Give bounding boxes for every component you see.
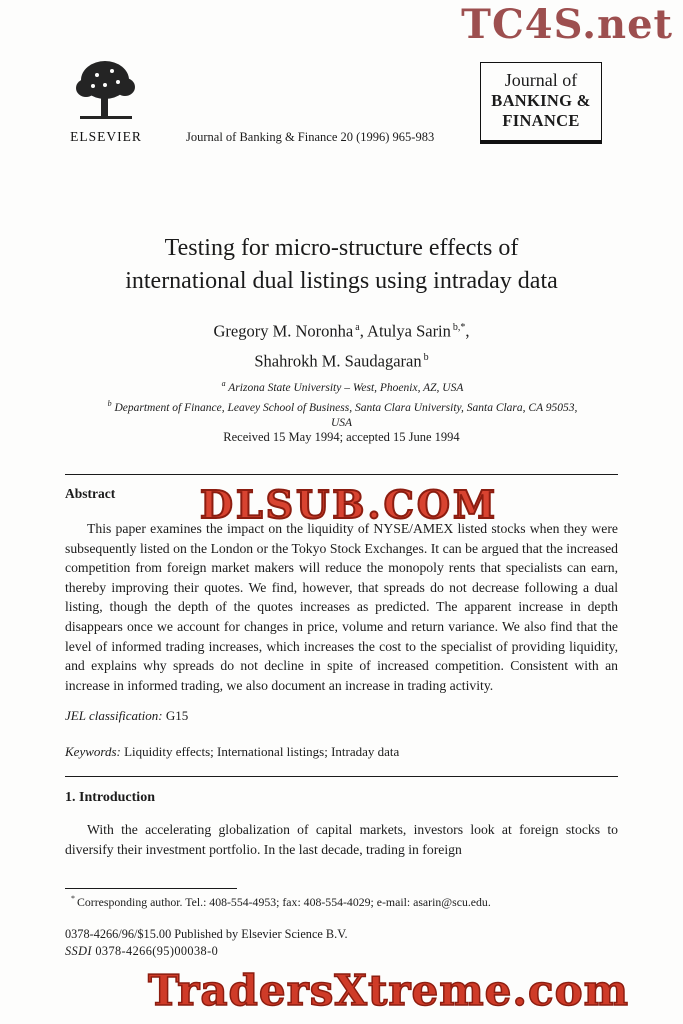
footnote-text: Corresponding author. Tel.: 408-554-4953; fax: 408-554-4029; e-mail: asarin@scu.edu. [77,894,491,909]
journal-box-line2: BANKING & [491,91,591,110]
introduction-text: With the accelerating globalization of capital markets, investors look at foreign stocks to diversify their investment portfolio. In the last decade, trading in foreign [65,822,618,857]
abstract-text: This paper examines the impact on the liquidity of NYSE/AMEX listed stocks when they were subsequently listed on the London or the Tokyo Stock Exchanges. It can be argued that the increased competition from foreign market makers will reduce the monopoly rents that specialists can earn, thereby improving their quotes. We find, however, that spreads do not decrease following a dual listing, though the depth of the quotes increases as predicted. The apparent increase in depth disappears once we account for changes in price, volume and return variance. We also find that the level of informed trading increases, which increases the cost to the specialist of providing liquidity, and explains why spreads do not decline in spite of increased competition. Consistent with an increase in informed trading, we also document an increase in trading activity. [65,521,618,693]
author-2-sup: b,* [452,322,466,333]
author-1-sup: a [355,322,360,333]
ssdi-line [65,944,218,959]
article-title [0,232,683,298]
affiliation-b-text: Department of Finance, Leavey School of Business, Santa Clara University, Santa Clara, CA 95053, [114,401,578,414]
received-dates: Received 15 May 1994; accepted 15 June 1994 [223,430,460,444]
ssdi-value: 0378-4266(95)00038-0 [95,944,219,958]
jel-classification [65,708,188,724]
affiliation-b-sup: b [107,398,112,408]
abstract-top-rule [65,474,618,475]
footnote-rule [65,888,237,889]
authors-block [0,315,683,374]
affiliation-a-sup: a [221,379,226,388]
affiliation-a-text: Arizona State University – West, Phoenix, AZ, USA [228,381,464,394]
affiliation-b-continued: USA [330,416,353,429]
journal-box-line1: Journal of [504,70,578,90]
affiliation-b [0,396,683,416]
keywords-label: Keywords: [65,744,121,759]
jel-value: G15 [165,708,189,723]
corresponding-author-footnote [65,894,618,910]
affiliations-block [0,376,683,431]
article-title-line1: Testing for micro-structure effects of [164,235,519,261]
introduction-heading: 1. Introduction [65,790,155,805]
publisher-block [64,58,148,145]
journal-citation: Journal of Banking & Finance 20 (1996) 965-983 [186,130,435,144]
watermark-bottom: TradersXtreme.com [148,966,630,1015]
author-1: Gregory M. Noronha [213,321,354,341]
watermark-top: TC4S.net [461,1,673,48]
affiliation-a [0,376,683,396]
journal-title-box [480,62,602,144]
jel-label: JEL classification: [65,708,163,723]
copyright-line: 0378-4266/96/$15.00 Published by Elsevier Science B.V. [65,927,348,941]
article-title-line2: international dual listings using intraday data [125,268,558,294]
author-2: Atulya Sarin [367,321,451,341]
authors-line-1 [0,315,683,345]
elsevier-tree-logo [67,58,145,122]
author-3-sup: b [423,351,429,363]
publisher-name: ELSEVIER [70,129,142,144]
authors-line-2 [0,345,683,375]
author-3: Shahrokh M. Saudagaran [254,351,422,370]
watermark-middle: DLSUB.COM [200,482,499,527]
abstract-heading: Abstract [65,486,116,501]
ssdi-label: SSDI [65,944,92,958]
footnote-marker: * [71,894,75,903]
author-separator-2: , [465,321,470,341]
section-rule [65,776,618,777]
author-separator-1: , [359,321,368,341]
journal-box-line3: FINANCE [502,111,580,130]
keywords-value: Liquidity effects; International listings; Intraday data [124,744,400,759]
keywords-line [65,744,399,760]
